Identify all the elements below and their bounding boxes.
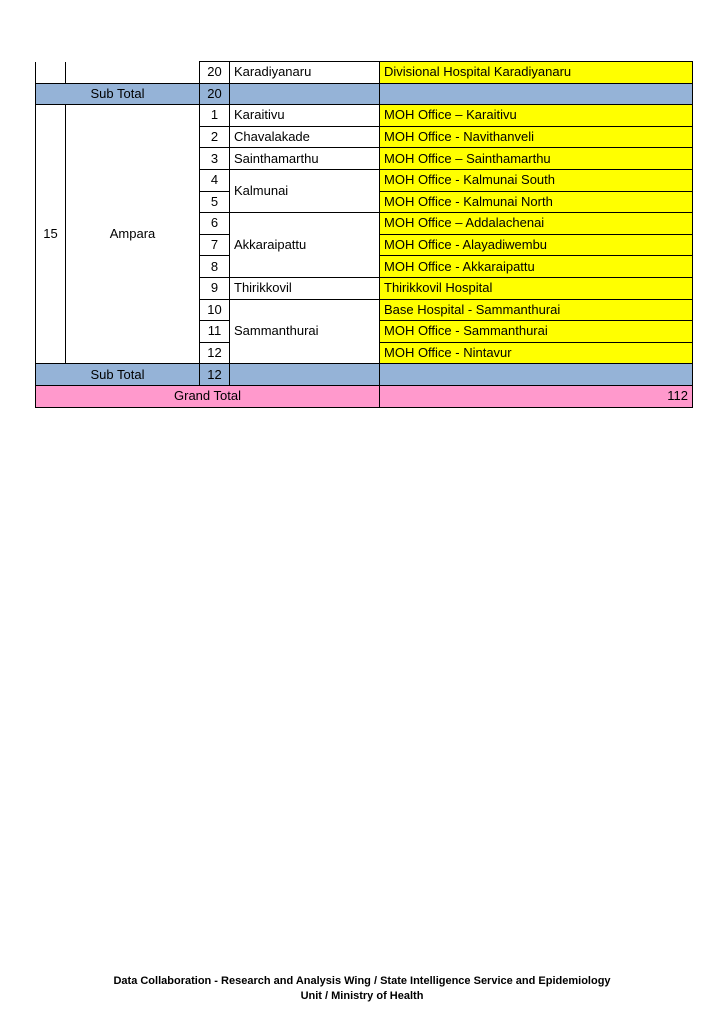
row-number: 4 bbox=[200, 169, 230, 191]
row-number: 6 bbox=[200, 213, 230, 235]
row-number: 7 bbox=[200, 234, 230, 256]
row-number: 11 bbox=[200, 321, 230, 343]
subtotal-value: 20 bbox=[200, 83, 230, 105]
institution-cell: MOH Office - Kalmunai North bbox=[380, 191, 693, 213]
institution-cell: MOH Office - Nintavur bbox=[380, 342, 693, 364]
institution-cell: Base Hospital - Sammanthurai bbox=[380, 299, 693, 321]
institution-cell: MOH Office – Sainthamarthu bbox=[380, 148, 693, 170]
row-number: 9 bbox=[200, 277, 230, 299]
institution-cell: MOH Office - Alayadiwembu bbox=[380, 234, 693, 256]
row-number: 1 bbox=[200, 105, 230, 127]
row-number: 12 bbox=[200, 342, 230, 364]
subtotal-row bbox=[36, 83, 693, 105]
location-cell: Sainthamarthu bbox=[230, 148, 380, 170]
row-number: 20 bbox=[200, 62, 230, 84]
district-cell bbox=[66, 62, 200, 84]
footer-line: Unit / Ministry of Health bbox=[300, 990, 424, 1002]
subtotal-row bbox=[36, 364, 693, 386]
table-row bbox=[36, 105, 693, 127]
location-cell: Kalmunai bbox=[230, 169, 380, 212]
institution-cell: MOH Office - Navithanveli bbox=[380, 126, 693, 148]
facility-table bbox=[35, 61, 693, 408]
row-number: 2 bbox=[200, 126, 230, 148]
district-name: Ampara bbox=[66, 105, 200, 364]
row-number: 10 bbox=[200, 299, 230, 321]
page-footer bbox=[0, 974, 724, 1004]
location-cell: Akkaraipattu bbox=[230, 213, 380, 278]
location-cell: Sammanthurai bbox=[230, 299, 380, 364]
institution-cell: Thirikkovil Hospital bbox=[380, 277, 693, 299]
subtotal-label: Sub Total bbox=[36, 83, 200, 105]
subtotal-blank bbox=[230, 364, 380, 386]
subtotal-label: Sub Total bbox=[36, 364, 200, 386]
institution-cell: MOH Office – Karaitivu bbox=[380, 105, 693, 127]
row-number: 8 bbox=[200, 256, 230, 278]
location-cell: Thirikkovil bbox=[230, 277, 380, 299]
subtotal-value: 12 bbox=[200, 364, 230, 386]
serial-cell bbox=[36, 62, 66, 84]
footer-line: Data Collaboration - Research and Analysis Wing / State Intelligence Service and Epidemiology bbox=[113, 975, 611, 987]
grand-total-row bbox=[36, 385, 693, 407]
subtotal-blank bbox=[380, 364, 693, 386]
institution-cell: MOH Office – Addalachenai bbox=[380, 213, 693, 235]
subtotal-blank bbox=[230, 83, 380, 105]
location-cell: Karadiyanaru bbox=[230, 62, 380, 84]
institution-cell: MOH Office - Kalmunai South bbox=[380, 169, 693, 191]
location-cell: Chavalakade bbox=[230, 126, 380, 148]
institution-cell: Divisional Hospital Karadiyanaru bbox=[380, 62, 693, 84]
row-number: 5 bbox=[200, 191, 230, 213]
grand-total-label: Grand Total bbox=[36, 385, 380, 407]
table-row bbox=[36, 62, 693, 84]
subtotal-blank bbox=[380, 83, 693, 105]
district-serial: 15 bbox=[36, 105, 66, 364]
institution-cell: MOH Office - Sammanthurai bbox=[380, 321, 693, 343]
grand-total-value: 112 bbox=[380, 385, 693, 407]
institution-cell: MOH Office - Akkaraipattu bbox=[380, 256, 693, 278]
row-number: 3 bbox=[200, 148, 230, 170]
location-cell: Karaitivu bbox=[230, 105, 380, 127]
